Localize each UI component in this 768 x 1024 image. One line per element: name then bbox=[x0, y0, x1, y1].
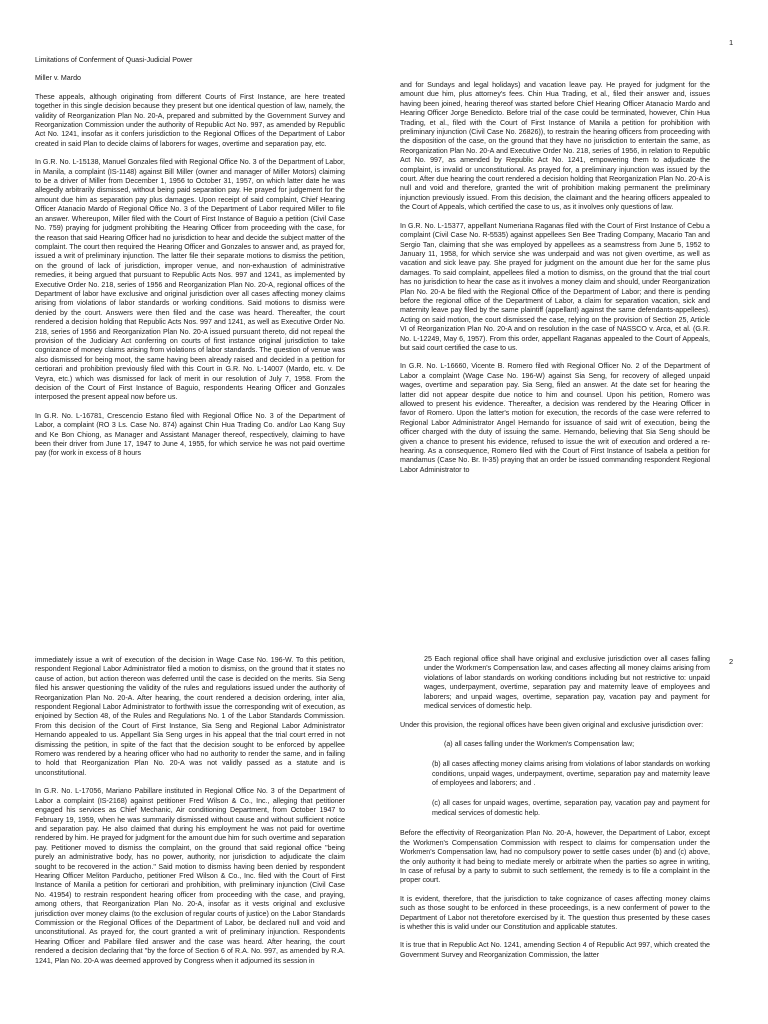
left-column bbox=[35, 656, 345, 975]
paragraph: and for Sundays and legal holidays) and vacation leave pay. He prayed for judgment for the amount due him, plus attorney's fees. Chin Hua Trading, et al., filed their answer and, issues having been joined, hearing thereof was started before Chief Hearing Officer Atanacio Mardo and Hearing Officer Jorge Benedicto. Before trial of the case could be terminated, however, Chin Hua Trading, et al., filed with the Court of First Instance of Manila a petition for prohibition with preliminary injunction (Civil Case No. 26826)), to restrain the hearing officers from proceeding with the disposition of the case, on the ground that they have no jurisdiction to entertain the same, as Reorganization Plan No. 20-A and Executive Order No. 218, series of 1956, in relation to Republic Act No. 997, as amended by Republic Act No. 1241, empowering them to adjudicate the complaint, is invalid or unconstitutional. As prayed for, a preliminary injunction was issued by the court. After due hearing the court rendered a decision holding that Reorganization Plan No. 20-A is null and void and therefore, granted the writ of prohibition making permanent the preliminary injunction previously issued. From this decision, the claimant and the hearing officers appealed to the Court of Appeals, which certified the case to us, as it involves only questions of law. bbox=[400, 81, 710, 212]
page-number: 2 bbox=[729, 657, 734, 666]
list-item: (c) all cases for unpaid wages, overtime, separation pay, vacation pay and payment for medical services of domestic help. bbox=[432, 799, 710, 817]
document-title: Limitations of Conferment of Quasi-Judicial Power bbox=[35, 56, 193, 64]
list-item: (a) all cases falling under the Workmen's Compensation law; bbox=[444, 739, 635, 748]
quoted-provision: 25 Each regional office shall have original and exclusive jurisdiction over all cases falling under the Workmen's Compensation law, and cases affecting all money claims arising from violations of labor standards on working conditions including but not restrictive to: unpaid wages, underpayment, overtime, separation pay and maternity leave of employees and laborers; and unpaid wages, overtime, separation pay, vacation pay and payment for medical services of domestic help. bbox=[424, 655, 710, 711]
list-item: (b) all cases affecting money claims arising from violations of labor standards on working conditions, unpaid wages, underpayment, overtime, separation pay and maternity leave of employees and laborers; and . bbox=[432, 760, 710, 788]
paragraph: Under this provision, the regional offices have been given original and exclusive jurisdiction over: bbox=[400, 721, 704, 730]
paragraph: In G.R. No. L-17056, Mariano Pabillare instituted in Regional Office No. 3 of the Department of Labor a complaint (IS-2168) against petitioner Fred Wilson & Co., Inc., alleging that petitioner engaged his services as Chief Mechanic, Air conditioning Department, from October 1947 to February 19, 1959, when he was summarily dismissed without cause and without sufficient notice and separation pay. He also claimed that during his employment he was not paid for overtime rendered by him. He prayed for judgment for the amount due him for such overtime and separation pay. Petitioner moved to dismiss the complaint, on the ground that said regional office "being purely an administrative body, has no power, authority, nor jurisdiction to adjudicate the claim sought to be recovered in the action." Said motion to dismiss having been denied by respondent Hearing Officer Meliton Parducho, petitioner Fred Wilson & Co., Inc. filed with the Court of First Instance of Manila a petition for certiorari and prohibition, with preliminary injunction (Civil Case No. 41954) to restrain respondent hearing officer from proceeding with the case, and praying, among others, that Reorganization Plan No. 20-A, insofar as it vests original and exclusive jurisdiction over money claims (to the exclusion of regular courts of justice) on the Labor Standards Commission or the Regional Offices of the Department of Labor, be declared null and void and unconstitutional. As prayed for, the court granted a writ of preliminary injunction. Respondents Hearing Officer and Pabillare filed answer and the case was heard. After hearing, the court rendered a decision declaring that "by the force of Section 6 of R.A. No. 997, as amended by R.A. 1241, Plan No. 20-A was deemed approved by Congress when it adjourned its session in bbox=[35, 787, 345, 965]
case-name: Miller v. Mardo bbox=[35, 74, 81, 83]
paragraph: Before the effectivity of Reorganization Plan No. 20-A, however, the Department of Labor, except the Workmen's Compensation Commission with respect to claims for compensation under the Workmen's Compensation law, had no compulsory power to settle cases under (b) and (c) above, the only authority it had being to mediate merely or arbitrate when the parties so agree in writing, In case of refusal by a party to submit to such settlement, the remedy is to file a complaint in the proper court. bbox=[400, 829, 710, 885]
right-column bbox=[400, 655, 710, 969]
page-number: 1 bbox=[729, 38, 734, 47]
document-page-2 bbox=[0, 635, 768, 1024]
paragraph: In G.R. No. L-15138, Manuel Gonzales filed with Regional Office No. 3 of the Department of Labor, in Manila, a complaint (IS-1148) against Bill Miller (owner and manager of Miller Motors) claiming to be a driver of Miller from December 1, 1956 to October 31, 1957, on which latter date he was allegedly arbitrarily dismissed, without being paid separation pay. He prayed for judgement for the amount due him as separation pay plus damages. Upon receipt of said complaint, Chief Hearing Officer Atanacio Mardo of Regional Office No. 3 of the Department of Labor required Miller to file an answer. Whereupon, Miller filed with the Court of First Instance of Baguio a petition (Civil Case No. 759) praying for judgment prohibiting the Hearing Officer from proceeding with the case, for the reason that said Hearing Officer had no jurisdiction to hear and decide the subject matter of the complaint. The court then required the Hearing Officer and Gonzales to answer and, as prayed for, issued a writ of preliminary injunction. The latter file their separate motions to dismiss the petition, on the ground of lack of jurisdiction, improper venue, and non-exhaustion of administrative remedies, it being argued that pursuant to Republic Acts Nos. 997 and 1241, as implemented by Executive Order No. 218, series of 1956 and Reorganization Plan No. 20-A, regional offices of the Department of labor have exclusive and original jurisdiction over all cases affecting money claims arising from violations of labor standards or working conditions. Said motions to dismiss were denied by the court. Answers were then filed and the case was heard. Thereafter, the court rendered a decision holding that Republic Acts Nos. 997 and 1241, as well as Executive Order No. 218, series of 1956 and Reorganization Plan No. 20-A issued pursuant thereto, did not repeal the provision of the Judiciary Act conferring on courts of first instance original jurisdiction to take cognizance of money claims arising from violations of labor standards. The question of venue was also dismissed for being moot, the same having been already raised and decided in a petition for certiorari and prohibition previously filed with this Court in G.R. No. L-14007 (Mardo, etc. v. De Veyra, etc.) which was dismissed for lack of merit in our resolution of July 7, 1958. From the decision of the Court of First Instance of Baguio, respondents Hearing Officer and Gonzales interposed the present appeal now before us. bbox=[35, 158, 345, 402]
paragraph: It is true that in Republic Act No. 1241, amending Section 4 of Republic Act 997, which created the Government Survey and Reorganization Commission, the latter bbox=[400, 941, 710, 959]
left-column bbox=[35, 56, 345, 468]
document-page-1 bbox=[0, 0, 768, 505]
paragraph: It is evident, therefore, that the jurisdiction to take cognizance of cases affecting money claims such as those sought to be enforced in these proceedings, is a new conferment of power to the Department of Labor not theretofore exercised by it. The question thus presented by these cases is whether this is valid under our Constitution and applicable statutes. bbox=[400, 894, 710, 931]
paragraph: In G.R. No. L-16660, Vicente B. Romero filed with Regional Officer No. 2 of the Department of Labor a complaint (Wage Case No. 196-W) against Sia Seng, for recovery of alleged unpaid wages, overtime and separation pay. Sia Seng, filed an answer. At the date set for hearing the latter did not appear despite due notice to him and counsel. Upon his petition, Romero was allowed to present his evidence. Thereafter, a decision was rendered by the Hearing Officer in favor of Romero. Upon the latter's motion for execution, the records of the case were referred to Regional Labor Administrator Angel Hernando for issuance of said writ of execution, being the officer charged with the duty of issuing the same. Hernando, believing that Sia Seng should be given a chance to present his evidence, refused to issue the writ of execution and ordered a re-hearing. As a consequence, Romero filed with the Court of First Instance of Isabela a petition for mandamus (Case No. Br. II-35) praying that an order be issued commanding respondent Regional Labor Administrator to bbox=[400, 362, 710, 474]
paragraph: These appeals, although originating from different Courts of First Instance, are here treated together in this single decision because they present but one identical question of law, namely, the validity of Reorganization Plan No. 20-A, prepared and submitted by the Government Survey and Reorganization Commission under the authority of Republic Act No. 997, as amended by Republic Act No. 1241, insofar as it confers jurisdiction to the Regional Offices of the Department of Labor created in said Plan to decide claims of laborers for wages, overtime and separation pay, etc. bbox=[35, 92, 345, 148]
paragraph: immediately issue a writ of execution of the decision in Wage Case No. 196-W. To this petition, respondent Regional Labor Administrator filed a motion to dismiss, on the ground that it states no cause of action, but action thereon was deferred until the case is decided on the merits. Sia Seng filed his answer questioning the validity of the rules and regulations issued under the authority of Reorganization Plan No. 20-A. After hearing, the court rendered a decision ordering, inter alia, respondent Regional Labor Administrator to forthwith issue the corresponding writ of execution, as enjoined by Section 48, of the Rules and Regulations No. 1 of the Labor Standards Commission. From this decision of the Court of First Instance, Sia Seng and Regional Labor Administrator Hernando appealed to us. Appellant Sia Seng urges in his appeal that the trial court erred in not dismissing the petition, in spite of the fact that the decision sought to be enforced by appellee Romero was rendered by a hearing officer who had no authority to render the same, and in failing to hold that Reorganization Plan No. 20-A was not validly passed as a statute and is unconstitutional. bbox=[35, 656, 345, 777]
paragraph: In G.R. No. L-15377, appellant Numeriana Raganas filed with the Court of First Instance of Cebu a complaint (Civil Case No. R-5535) against appellees Sen Bee Trading Company, Macario Tan and Sergio Tan, claiming that she was employed by appellees as a seamstress from June 5, 1952 to January 11, 1958, for which service she was underpaid and was not given overtime, as well as vacation and sick leave pay. She prayed for judgment on the amount due her for the same plus damages. To said complaint, appellees filed a motion to dismiss, on the ground that the trial court has no jurisdiction to hear the case as it involves a money claim and should, under Reorganization Plan No. 20-A be filed with the Regional Office of the Department of Labor; and there is pending before the regional office of the Department of Labor, a claim for separation vacation, sick and maternity leave pay filed by the same plaintiff (appellant) against the same defendants-appellees). Acting on said motion, the court dismissed the case, relying on the provision of Section 25, Article VI of Reorganization Plan No. 20-A and on resolution in the case of NASSCO v. Arca, et al. (G.R. No. L-12249, May 6, 1957). From this order, appellant Raganas appealed to the Court of Appeals, but said court certified the case to us. bbox=[400, 221, 710, 352]
right-column bbox=[400, 81, 710, 484]
paragraph: In G.R. No. L-16781, Crescencio Estano filed with Regional Office No. 3 of the Department of Labor, a complaint (RO 3 Ls. Case No. 874) against Chin Hua Trading Co. and/or Lao Kang Suy and Ke Bon Chiong, as Manager and Assistant Manager thereof, respectively, claiming to have been their driver from June 17, 1947 to June 4, 1955, for which service he was not paid overtime pay (for work in excess of 8 hours bbox=[35, 411, 345, 458]
page-gap bbox=[0, 505, 768, 635]
